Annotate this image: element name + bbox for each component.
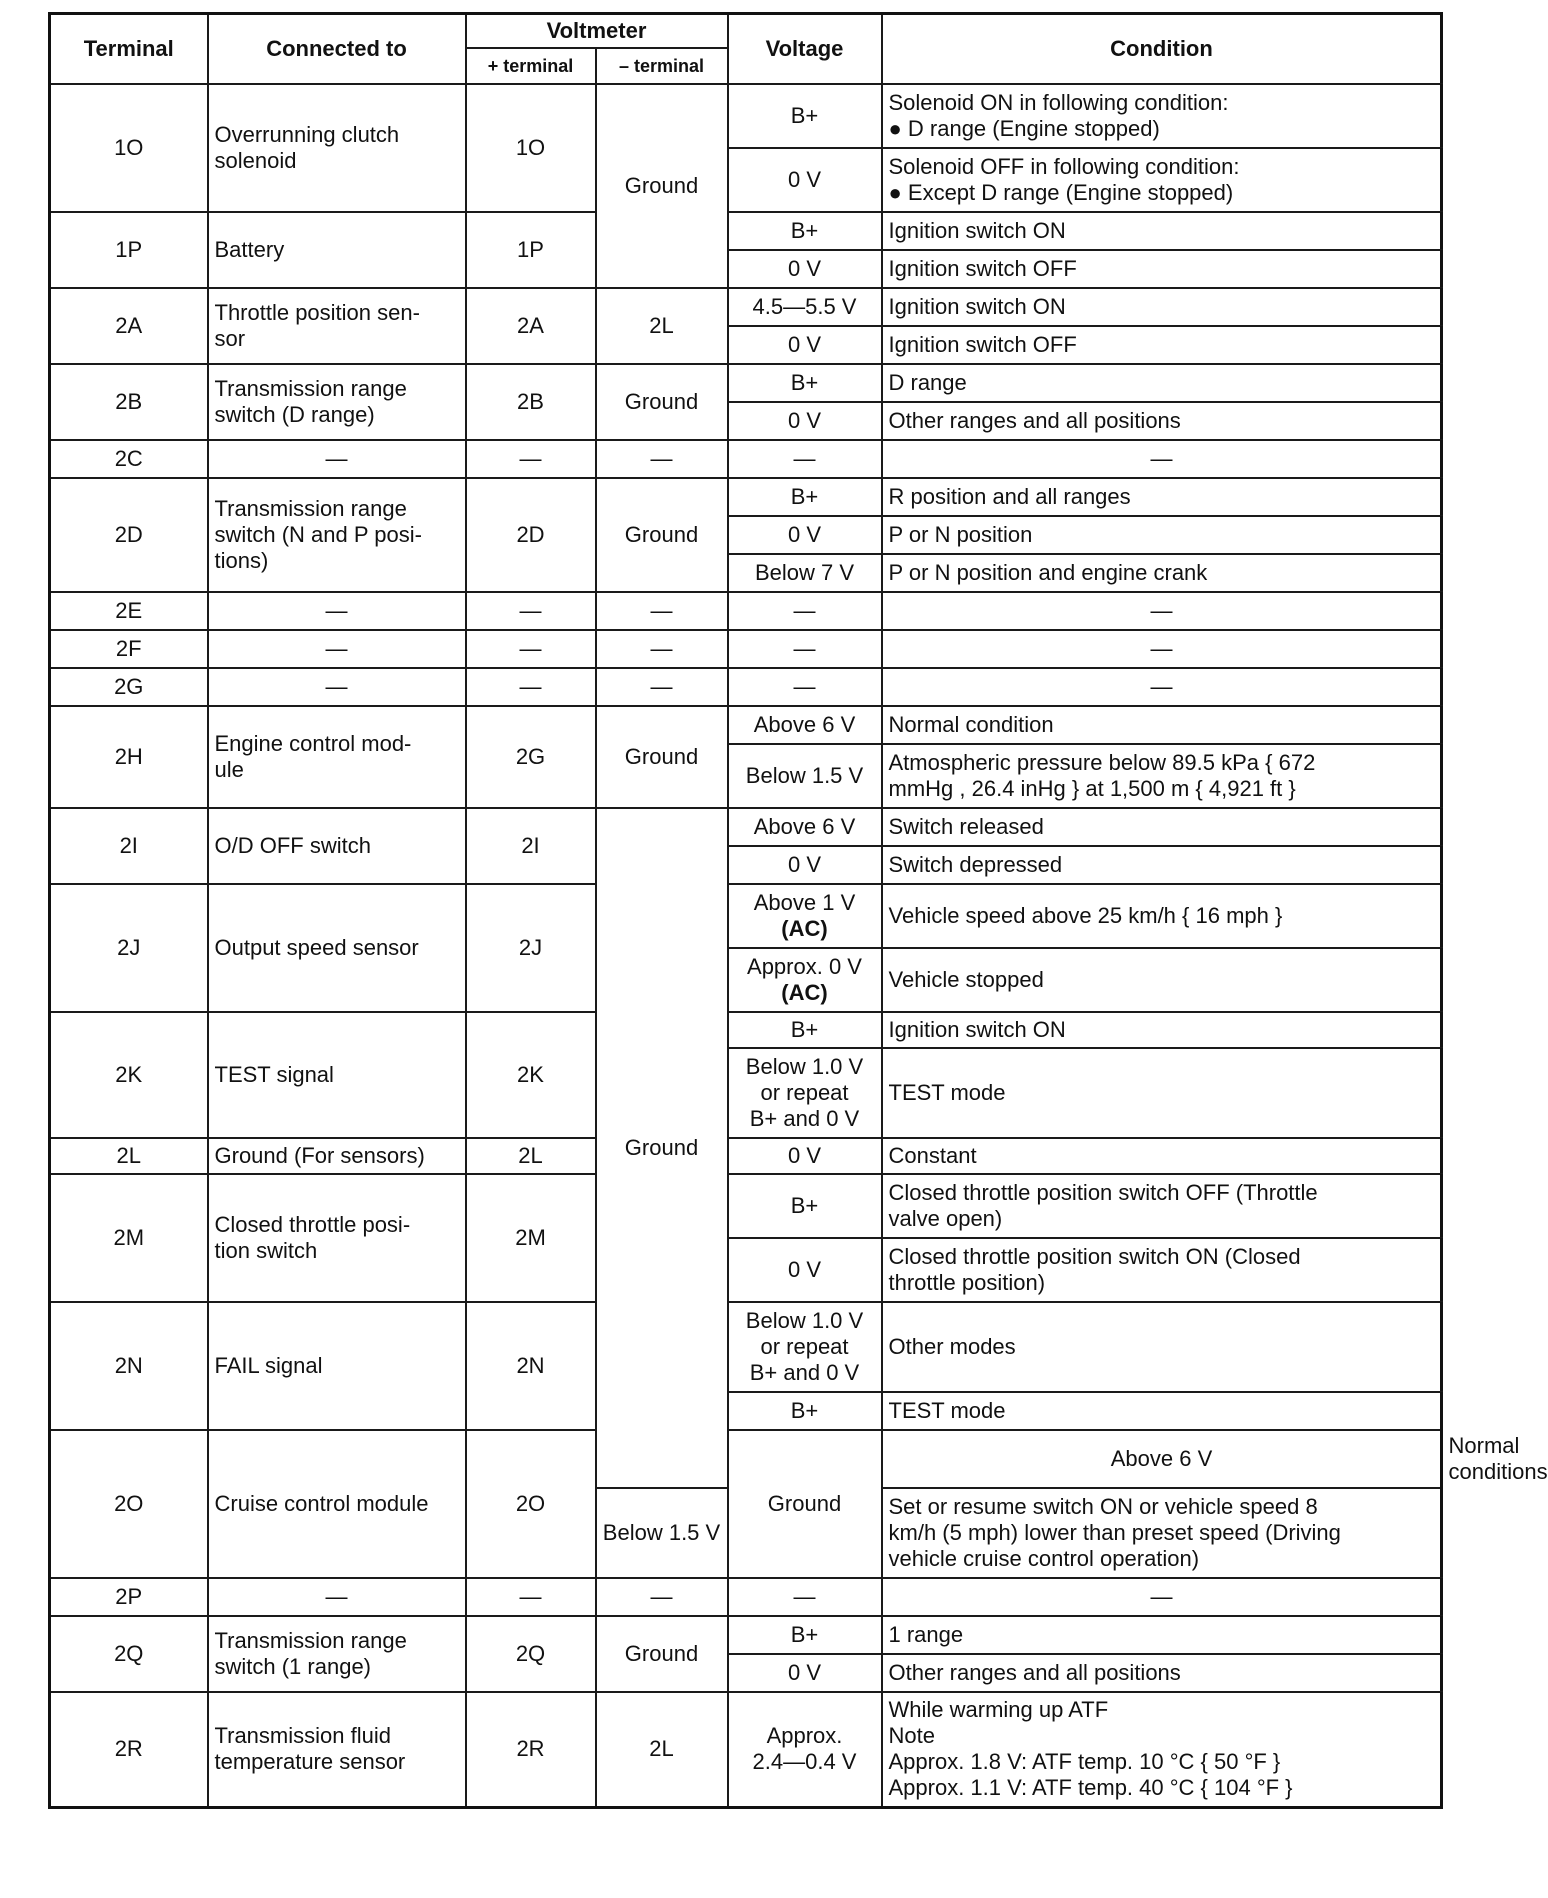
condition-cell: R position and all ranges	[882, 478, 1442, 516]
table-row	[50, 212, 1442, 250]
connected-cell: Ground (For sensors)	[208, 1138, 466, 1174]
dash-cell: —	[208, 668, 466, 706]
table-row	[50, 1174, 1442, 1238]
terminal-cell: 2K	[50, 1012, 208, 1138]
table-row	[50, 808, 1442, 846]
connected-cell: Cruise control module	[208, 1430, 466, 1578]
table-row	[50, 630, 1442, 668]
minus-terminal-cell: 2L	[596, 1692, 728, 1808]
connected-cell: Throttle position sen- sor	[208, 288, 466, 364]
condition-cell: TEST mode	[882, 1048, 1442, 1138]
condition-cell: 1 range	[882, 1616, 1442, 1654]
condition-cell: Set or resume switch ON or vehicle speed 8 km/h (5 mph) lower than preset speed (Driving vehicle cruise control operation)	[882, 1488, 1442, 1578]
minus-terminal-cell: Ground	[596, 808, 728, 1488]
plus-terminal-cell: 1P	[466, 212, 596, 288]
plus-terminal-cell: 2J	[466, 884, 596, 1012]
dash-cell: —	[596, 668, 728, 706]
condition-cell: Ignition switch OFF	[882, 326, 1442, 364]
header-voltage: Voltage	[728, 14, 882, 84]
table-row	[50, 364, 1442, 402]
voltage-cell: Above 6 V	[882, 1430, 1442, 1488]
minus-terminal-cell: Ground	[728, 1430, 882, 1578]
dash-cell: —	[882, 1578, 1442, 1616]
plus-terminal-cell: 2Q	[466, 1616, 596, 1692]
header-terminal: Terminal	[50, 14, 208, 84]
header-voltmeter: Voltmeter	[466, 14, 728, 48]
dash-cell: —	[882, 440, 1442, 478]
voltage-value: Approx. 0 V	[747, 953, 862, 979]
table-row	[50, 668, 1442, 706]
table-row	[50, 1138, 1442, 1174]
voltage-cell: B+	[728, 212, 882, 250]
condition-cell: Atmospheric pressure below 89.5 kPa { 672 mmHg , 26.4 inHg } at 1,500 m { 4,921 ft }	[882, 744, 1442, 808]
table-row	[50, 1692, 1442, 1808]
voltage-cell	[728, 948, 882, 1012]
voltage-cell: B+	[728, 84, 882, 148]
voltage-cell: Above 6 V	[728, 706, 882, 744]
terminal-cell: 2D	[50, 478, 208, 592]
header-minus-terminal: – terminal	[596, 48, 728, 84]
voltage-cell: 4.5—5.5 V	[728, 288, 882, 326]
dash-cell: —	[596, 1578, 728, 1616]
table-row	[50, 478, 1442, 516]
voltage-cell: Below 7 V	[728, 554, 882, 592]
dash-cell: —	[208, 630, 466, 668]
table-row	[50, 592, 1442, 630]
voltage-cell: Approx. 2.4—0.4 V	[728, 1692, 882, 1808]
dash-cell: —	[882, 630, 1442, 668]
ac-label: (AC)	[781, 915, 828, 941]
table-row	[50, 440, 1442, 478]
voltage-cell: 0 V	[728, 516, 882, 554]
condition-cell: TEST mode	[882, 1392, 1442, 1430]
condition-cell: Ignition switch ON	[882, 1012, 1442, 1048]
terminal-cell: 2E	[50, 592, 208, 630]
table-row	[50, 84, 1442, 148]
condition-cell: P or N position	[882, 516, 1442, 554]
voltage-cell: 0 V	[728, 402, 882, 440]
connected-cell: Transmission range switch (D range)	[208, 364, 466, 440]
terminal-cell: 2F	[50, 630, 208, 668]
terminal-cell: 2G	[50, 668, 208, 706]
plus-terminal-cell: 2L	[466, 1138, 596, 1174]
terminal-cell: 2R	[50, 1692, 208, 1808]
voltage-cell: B+	[728, 1392, 882, 1430]
connected-cell: TEST signal	[208, 1012, 466, 1138]
plus-terminal-cell: 2R	[466, 1692, 596, 1808]
voltage-cell: B+	[728, 1616, 882, 1654]
dash-cell: —	[466, 592, 596, 630]
condition-cell: Closed throttle position switch ON (Closed throttle position)	[882, 1238, 1442, 1302]
voltage-cell: Above 6 V	[728, 808, 882, 846]
minus-terminal-cell: Ground	[596, 1616, 728, 1692]
voltage-cell: 0 V	[728, 148, 882, 212]
voltage-cell: Below 1.0 V or repeat B+ and 0 V	[728, 1048, 882, 1138]
dash-cell: —	[466, 440, 596, 478]
dash-cell: —	[596, 592, 728, 630]
terminal-voltage-table-page	[48, 12, 1548, 1809]
condition-cell: Switch released	[882, 808, 1442, 846]
voltage-cell: 0 V	[728, 326, 882, 364]
condition-cell: Vehicle stopped	[882, 948, 1442, 1012]
condition-cell: Ignition switch ON	[882, 288, 1442, 326]
dash-cell: —	[728, 440, 882, 478]
plus-terminal-cell: 2N	[466, 1302, 596, 1430]
dash-cell: —	[208, 1578, 466, 1616]
condition-cell: Solenoid ON in following condition: ● D range (Engine stopped)	[882, 84, 1442, 148]
connected-cell: Transmission range switch (N and P posi- tions)	[208, 478, 466, 592]
plus-terminal-cell: 2B	[466, 364, 596, 440]
header-condition: Condition	[882, 14, 1442, 84]
connected-cell: Output speed sensor	[208, 884, 466, 1012]
table-row	[50, 288, 1442, 326]
dash-cell: —	[466, 1578, 596, 1616]
dash-cell: —	[882, 592, 1442, 630]
terminal-cell: 2N	[50, 1302, 208, 1430]
dash-cell: —	[596, 630, 728, 668]
header-plus-terminal: + terminal	[466, 48, 596, 84]
condition-cell: While warming up ATF Note Approx. 1.8 V: ATF temp. 10 °C { 50 °F } Approx. 1.1 V: ATF temp. 40 °C { 104 °F }	[882, 1692, 1442, 1808]
voltage-value: Above 1 V	[753, 889, 856, 915]
voltage-cell	[728, 884, 882, 948]
terminal-cell: 1O	[50, 84, 208, 212]
voltage-cell: 0 V	[728, 1138, 882, 1174]
condition-cell: Ignition switch ON	[882, 212, 1442, 250]
table-row	[50, 1302, 1442, 1392]
plus-terminal-cell: 2I	[466, 808, 596, 884]
condition-cell: P or N position and engine crank	[882, 554, 1442, 592]
plus-terminal-cell: 2G	[466, 706, 596, 808]
plus-terminal-cell: 2K	[466, 1012, 596, 1138]
voltage-cell: Below 1.0 V or repeat B+ and 0 V	[728, 1302, 882, 1392]
dash-cell: —	[466, 668, 596, 706]
plus-terminal-cell: 2O	[466, 1430, 596, 1578]
terminal-voltage-table	[48, 12, 1548, 1809]
condition-cell: Ignition switch OFF	[882, 250, 1442, 288]
voltage-cell: B+	[728, 1012, 882, 1048]
terminal-cell: 2L	[50, 1138, 208, 1174]
condition-cell: Vehicle speed above 25 km/h { 16 mph }	[882, 884, 1442, 948]
dash-cell: —	[728, 592, 882, 630]
voltage-cell: Below 1.5 V	[728, 744, 882, 808]
condition-cell: Other ranges and all positions	[882, 1654, 1442, 1692]
voltage-cell: B+	[728, 1174, 882, 1238]
terminal-cell: 2C	[50, 440, 208, 478]
dash-cell: —	[466, 630, 596, 668]
voltage-cell: B+	[728, 364, 882, 402]
terminal-cell: 2M	[50, 1174, 208, 1302]
dash-cell: —	[728, 1578, 882, 1616]
dash-cell: —	[596, 440, 728, 478]
terminal-cell: 1P	[50, 212, 208, 288]
connected-cell: Engine control mod- ule	[208, 706, 466, 808]
connected-cell: Transmission range switch (1 range)	[208, 1616, 466, 1692]
voltage-cell: Below 1.5 V	[596, 1488, 728, 1578]
voltage-cell: 0 V	[728, 1654, 882, 1692]
voltage-cell: 0 V	[728, 1238, 882, 1302]
dash-cell: —	[208, 592, 466, 630]
minus-terminal-cell: Ground	[596, 478, 728, 592]
terminal-cell: 2O	[50, 1430, 208, 1578]
plus-terminal-cell: 2A	[466, 288, 596, 364]
connected-cell: FAIL signal	[208, 1302, 466, 1430]
connected-cell: Transmission fluid temperature sensor	[208, 1692, 466, 1808]
ac-label: (AC)	[781, 979, 828, 1005]
voltage-cell: 0 V	[728, 250, 882, 288]
condition-cell: Switch depressed	[882, 846, 1442, 884]
table-row: 2O Cruise control module 2O Ground Above 6 V Normal conditions	[50, 1430, 1442, 1488]
condition-cell: Solenoid OFF in following condition: ● Except D range (Engine stopped)	[882, 148, 1442, 212]
plus-terminal-cell: 1O	[466, 84, 596, 212]
connected-cell: Closed throttle posi- tion switch	[208, 1174, 466, 1302]
voltage-cell: B+	[728, 478, 882, 516]
dash-cell: —	[728, 668, 882, 706]
table-row	[50, 1578, 1442, 1616]
condition-cell: Normal condition	[882, 706, 1442, 744]
minus-terminal-cell: 2L	[596, 288, 728, 364]
voltage-cell: 0 V	[728, 846, 882, 884]
terminal-cell: 2Q	[50, 1616, 208, 1692]
plus-terminal-cell: 2D	[466, 478, 596, 592]
terminal-cell: 2H	[50, 706, 208, 808]
connected-cell: Overrunning clutch solenoid	[208, 84, 466, 212]
table-row	[50, 884, 1442, 948]
terminal-cell: 2I	[50, 808, 208, 884]
header-connected-to: Connected to	[208, 14, 466, 84]
condition-cell: Other modes	[882, 1302, 1442, 1392]
condition-cell: Other ranges and all positions	[882, 402, 1442, 440]
dash-cell: —	[208, 440, 466, 478]
dash-cell: —	[882, 668, 1442, 706]
minus-terminal-cell: Ground	[596, 706, 728, 808]
terminal-cell: 2A	[50, 288, 208, 364]
dash-cell: —	[728, 630, 882, 668]
minus-terminal-cell: Ground	[596, 364, 728, 440]
terminal-cell: 2B	[50, 364, 208, 440]
table-row	[50, 706, 1442, 744]
condition-cell: Closed throttle position switch OFF (Throttle valve open)	[882, 1174, 1442, 1238]
condition-cell: Constant	[882, 1138, 1442, 1174]
table-row	[50, 1616, 1442, 1654]
terminal-cell: 2J	[50, 884, 208, 1012]
condition-cell: D range	[882, 364, 1442, 402]
minus-terminal-cell: Ground	[596, 84, 728, 288]
plus-terminal-cell: 2M	[466, 1174, 596, 1302]
terminal-cell: 2P	[50, 1578, 208, 1616]
table-row	[50, 1012, 1442, 1048]
connected-cell: O/D OFF switch	[208, 808, 466, 884]
connected-cell: Battery	[208, 212, 466, 288]
